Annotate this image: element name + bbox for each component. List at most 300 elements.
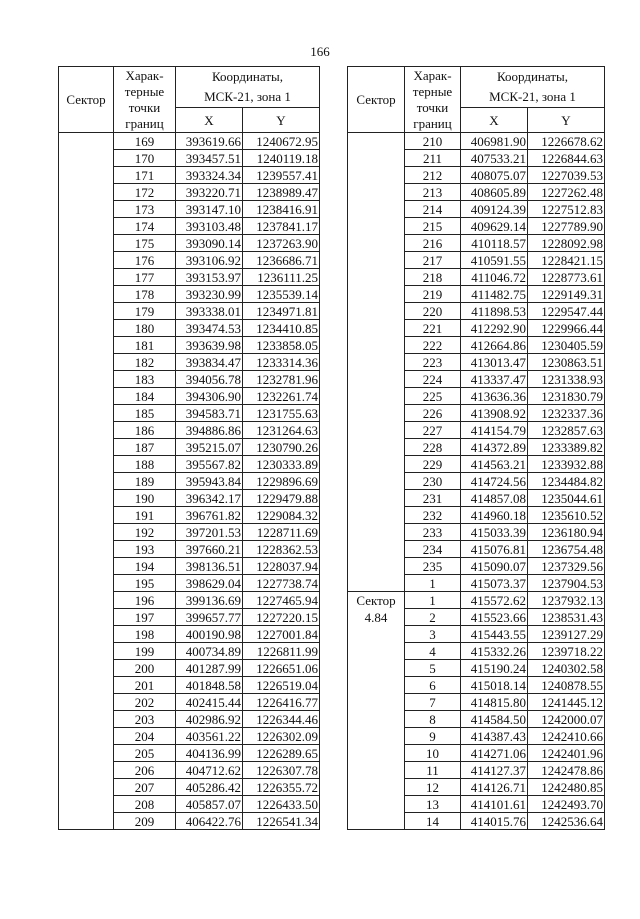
y-cell: 1227262.48 (528, 184, 605, 201)
y-cell: 1240119.18 (243, 150, 320, 167)
x-cell: 399136.69 (176, 592, 243, 609)
y-cell: 1226302.09 (243, 728, 320, 745)
x-cell: 415073.37 (461, 575, 528, 592)
point-cell: 188 (114, 456, 176, 473)
table-row (59, 541, 320, 558)
table-row (348, 745, 605, 762)
point-cell: 1 (405, 575, 461, 592)
x-cell: 395567.82 (176, 456, 243, 473)
point-cell: 215 (405, 218, 461, 235)
x-cell: 415076.81 (461, 541, 528, 558)
table-row (348, 507, 605, 524)
x-cell: 395943.84 (176, 473, 243, 490)
y-cell: 1227738.74 (243, 575, 320, 592)
table-row (59, 133, 320, 150)
header-x: X (461, 108, 528, 133)
x-cell: 393106.92 (176, 252, 243, 269)
header-coordinates: Координаты, МСК-21, зона 1 (176, 67, 320, 108)
x-cell: 398136.51 (176, 558, 243, 575)
header-sector: Сектор (348, 67, 405, 133)
x-cell: 393230.99 (176, 286, 243, 303)
x-cell: 415190.24 (461, 660, 528, 677)
table-row (348, 592, 605, 609)
point-cell: 211 (405, 150, 461, 167)
x-cell: 415332.26 (461, 643, 528, 660)
y-cell: 1235610.52 (528, 507, 605, 524)
x-cell: 414015.76 (461, 813, 528, 830)
point-cell: 171 (114, 167, 176, 184)
table-row (348, 320, 605, 337)
point-cell: 221 (405, 320, 461, 337)
x-cell: 415572.62 (461, 592, 528, 609)
sector-cell (59, 762, 114, 779)
point-cell: 207 (114, 779, 176, 796)
y-cell: 1230405.59 (528, 337, 605, 354)
table-row (59, 456, 320, 473)
y-cell: 1228773.61 (528, 269, 605, 286)
point-cell: 177 (114, 269, 176, 286)
y-cell: 1242478.86 (528, 762, 605, 779)
y-cell: 1232337.36 (528, 405, 605, 422)
sector-cell (59, 779, 114, 796)
point-cell: 13 (405, 796, 461, 813)
table-row (59, 303, 320, 320)
sector-cell (348, 439, 405, 456)
x-cell: 414271.06 (461, 745, 528, 762)
y-cell: 1227220.15 (243, 609, 320, 626)
point-cell: 205 (114, 745, 176, 762)
x-cell: 393639.98 (176, 337, 243, 354)
point-cell: 225 (405, 388, 461, 405)
x-cell: 398629.04 (176, 575, 243, 592)
y-cell: 1228421.15 (528, 252, 605, 269)
sector-cell (59, 813, 114, 830)
y-cell: 1229896.69 (243, 473, 320, 490)
sector-cell (59, 286, 114, 303)
y-cell: 1242000.07 (528, 711, 605, 728)
y-cell: 1226541.34 (243, 813, 320, 830)
point-cell: 179 (114, 303, 176, 320)
sector-cell (348, 337, 405, 354)
x-cell: 400190.98 (176, 626, 243, 643)
sector-cell (348, 762, 405, 779)
table-row (348, 558, 605, 575)
point-cell: 183 (114, 371, 176, 388)
x-cell: 402986.92 (176, 711, 243, 728)
x-cell: 406422.76 (176, 813, 243, 830)
point-cell: 9 (405, 728, 461, 745)
sector-cell (348, 286, 405, 303)
y-cell: 1235539.14 (243, 286, 320, 303)
point-cell: 173 (114, 201, 176, 218)
y-cell: 1240672.95 (243, 133, 320, 150)
page-number: 166 (310, 44, 330, 59)
sector-cell (59, 575, 114, 592)
y-cell: 1229966.44 (528, 320, 605, 337)
point-cell: 208 (114, 796, 176, 813)
sector-cell (59, 643, 114, 660)
table-row (348, 456, 605, 473)
sector-cell (59, 456, 114, 473)
table-row (348, 779, 605, 796)
x-cell: 403561.22 (176, 728, 243, 745)
table-row (59, 150, 320, 167)
y-cell: 1226416.77 (243, 694, 320, 711)
x-cell: 393103.48 (176, 218, 243, 235)
table-row (348, 677, 605, 694)
sector-cell (348, 150, 405, 167)
sector-cell (59, 201, 114, 218)
x-cell: 393457.51 (176, 150, 243, 167)
y-cell: 1229084.32 (243, 507, 320, 524)
x-cell: 393834.47 (176, 354, 243, 371)
y-cell: 1237329.56 (528, 558, 605, 575)
table-row (348, 133, 605, 150)
table-row (348, 694, 605, 711)
x-cell: 393220.71 (176, 184, 243, 201)
table-row (59, 337, 320, 354)
y-cell: 1231264.63 (243, 422, 320, 439)
y-cell: 1232781.96 (243, 371, 320, 388)
y-cell: 1228037.94 (243, 558, 320, 575)
sector-cell (348, 524, 405, 541)
x-cell: 413908.92 (461, 405, 528, 422)
sector-cell (59, 235, 114, 252)
point-cell: 234 (405, 541, 461, 558)
table-row (59, 490, 320, 507)
point-cell: 192 (114, 524, 176, 541)
point-cell: 8 (405, 711, 461, 728)
sector-cell (348, 320, 405, 337)
y-cell: 1237904.53 (528, 575, 605, 592)
sector-cell (59, 541, 114, 558)
table-row (348, 218, 605, 235)
point-cell: 198 (114, 626, 176, 643)
table-row (348, 201, 605, 218)
sector-cell (348, 694, 405, 711)
sector-cell (348, 303, 405, 320)
sector-cell (59, 473, 114, 490)
sector-cell (348, 711, 405, 728)
table-row (348, 252, 605, 269)
table-row (348, 303, 605, 320)
sector-cell (59, 490, 114, 507)
sector-cell (59, 745, 114, 762)
x-cell: 409629.14 (461, 218, 528, 235)
x-cell: 409124.39 (461, 201, 528, 218)
sector-cell (348, 354, 405, 371)
table-row (348, 269, 605, 286)
x-cell: 414563.21 (461, 456, 528, 473)
point-cell: 6 (405, 677, 461, 694)
y-cell: 1236111.25 (243, 269, 320, 286)
point-cell: 5 (405, 660, 461, 677)
x-cell: 399657.77 (176, 609, 243, 626)
point-cell: 4 (405, 643, 461, 660)
y-cell: 1242536.64 (528, 813, 605, 830)
point-cell: 222 (405, 337, 461, 354)
y-cell: 1230790.26 (243, 439, 320, 456)
table-row (59, 626, 320, 643)
point-cell: 185 (114, 405, 176, 422)
table-row (59, 167, 320, 184)
sector-cell (59, 303, 114, 320)
sector-cell (59, 184, 114, 201)
y-cell: 1239127.29 (528, 626, 605, 643)
y-cell: 1226307.78 (243, 762, 320, 779)
table-row (59, 558, 320, 575)
sector-cell (348, 184, 405, 201)
y-cell: 1231755.63 (243, 405, 320, 422)
sector-cell (59, 439, 114, 456)
point-cell: 178 (114, 286, 176, 303)
sector-cell (59, 524, 114, 541)
y-cell: 1229547.44 (528, 303, 605, 320)
x-cell: 396342.17 (176, 490, 243, 507)
sector-cell (348, 745, 405, 762)
point-cell: 212 (405, 167, 461, 184)
sector-cell (348, 643, 405, 660)
y-cell: 1237932.13 (528, 592, 605, 609)
x-cell: 397201.53 (176, 524, 243, 541)
x-cell: 404136.99 (176, 745, 243, 762)
x-cell: 394886.86 (176, 422, 243, 439)
x-cell: 408605.89 (461, 184, 528, 201)
table-row (59, 218, 320, 235)
x-cell: 394583.71 (176, 405, 243, 422)
point-cell: 227 (405, 422, 461, 439)
x-cell: 408075.07 (461, 167, 528, 184)
table-row (59, 507, 320, 524)
table-row (59, 473, 320, 490)
x-cell: 393324.34 (176, 167, 243, 184)
table-row (59, 354, 320, 371)
sector-cell (59, 626, 114, 643)
x-cell: 393474.53 (176, 320, 243, 337)
sector-cell (59, 218, 114, 235)
point-cell: 224 (405, 371, 461, 388)
sector-cell (348, 456, 405, 473)
table-row (348, 371, 605, 388)
table-row (59, 728, 320, 745)
point-cell: 213 (405, 184, 461, 201)
x-cell: 400734.89 (176, 643, 243, 660)
point-cell: 7 (405, 694, 461, 711)
y-cell: 1237263.90 (243, 235, 320, 252)
x-cell: 414960.18 (461, 507, 528, 524)
y-cell: 1233314.36 (243, 354, 320, 371)
coordinates-table-left (58, 66, 320, 830)
table-row (59, 592, 320, 609)
table-row (348, 643, 605, 660)
sector-cell (348, 575, 405, 592)
table-row (59, 779, 320, 796)
point-cell: 220 (405, 303, 461, 320)
point-cell: 209 (114, 813, 176, 830)
x-cell: 397660.21 (176, 541, 243, 558)
sector-cell (348, 813, 405, 830)
y-cell: 1233858.05 (243, 337, 320, 354)
header-sector: Сектор (59, 67, 114, 133)
y-cell: 1226811.99 (243, 643, 320, 660)
x-cell: 414127.37 (461, 762, 528, 779)
table-row (348, 575, 605, 592)
sector-cell (348, 201, 405, 218)
sector-cell (348, 592, 405, 625)
x-cell: 413337.47 (461, 371, 528, 388)
y-cell: 1226519.04 (243, 677, 320, 694)
sector-cell (348, 235, 405, 252)
point-cell: 181 (114, 337, 176, 354)
table-row (59, 813, 320, 830)
x-cell: 404712.62 (176, 762, 243, 779)
y-cell: 1238989.47 (243, 184, 320, 201)
y-cell: 1242410.66 (528, 728, 605, 745)
table-row (59, 745, 320, 762)
sector-cell (348, 167, 405, 184)
point-cell: 174 (114, 218, 176, 235)
point-cell: 175 (114, 235, 176, 252)
table-row (59, 422, 320, 439)
table-row (59, 320, 320, 337)
table-row (348, 728, 605, 745)
y-cell: 1240302.58 (528, 660, 605, 677)
x-cell: 406981.90 (461, 133, 528, 150)
table-row (348, 796, 605, 813)
y-cell: 1227465.94 (243, 592, 320, 609)
x-cell: 396761.82 (176, 507, 243, 524)
y-cell: 1234484.82 (528, 473, 605, 490)
x-cell: 415090.07 (461, 558, 528, 575)
y-cell: 1240878.55 (528, 677, 605, 694)
table-row (59, 235, 320, 252)
x-cell: 414101.61 (461, 796, 528, 813)
x-cell: 414154.79 (461, 422, 528, 439)
point-cell: 170 (114, 150, 176, 167)
y-cell: 1226289.65 (243, 745, 320, 762)
point-cell: 219 (405, 286, 461, 303)
table-row (348, 439, 605, 456)
point-cell: 193 (114, 541, 176, 558)
y-cell: 1234971.81 (243, 303, 320, 320)
point-cell: 231 (405, 490, 461, 507)
x-cell: 407533.21 (461, 150, 528, 167)
point-cell: 10 (405, 745, 461, 762)
y-cell: 1226355.72 (243, 779, 320, 796)
header-coordinates: Координаты, МСК-21, зона 1 (461, 67, 605, 108)
x-cell: 411046.72 (461, 269, 528, 286)
sector-cell (348, 422, 405, 439)
sector-cell (348, 660, 405, 677)
table-row (348, 167, 605, 184)
table-row (59, 439, 320, 456)
y-cell: 1228362.53 (243, 541, 320, 558)
sector-cell (348, 388, 405, 405)
sector-cell (59, 796, 114, 813)
y-cell: 1232261.74 (243, 388, 320, 405)
y-cell: 1226344.46 (243, 711, 320, 728)
table-row (348, 388, 605, 405)
point-cell: 195 (114, 575, 176, 592)
y-cell: 1228711.69 (243, 524, 320, 541)
sector-cell (348, 218, 405, 235)
sector-cell (348, 507, 405, 524)
sector-cell (59, 388, 114, 405)
sector-cell (348, 796, 405, 813)
sector-cell (59, 371, 114, 388)
table-row (59, 388, 320, 405)
table-row (59, 371, 320, 388)
x-cell: 393090.14 (176, 235, 243, 252)
table-row (348, 184, 605, 201)
sector-cell (59, 728, 114, 745)
point-cell: 203 (114, 711, 176, 728)
y-cell: 1230863.51 (528, 354, 605, 371)
y-cell: 1237841.17 (243, 218, 320, 235)
y-cell: 1231338.93 (528, 371, 605, 388)
table-row (348, 150, 605, 167)
point-cell: 229 (405, 456, 461, 473)
table-row (59, 796, 320, 813)
sector-cell (348, 779, 405, 796)
point-cell: 232 (405, 507, 461, 524)
sector-cell (348, 133, 405, 150)
point-cell: 2 (405, 609, 461, 626)
y-cell: 1236180.94 (528, 524, 605, 541)
x-cell: 405286.42 (176, 779, 243, 796)
y-cell: 1242480.85 (528, 779, 605, 796)
x-cell: 415523.66 (461, 609, 528, 626)
sector-cell (348, 371, 405, 388)
table-row (348, 286, 605, 303)
y-cell: 1228092.98 (528, 235, 605, 252)
point-cell: 176 (114, 252, 176, 269)
x-cell: 414372.89 (461, 439, 528, 456)
table-row (59, 524, 320, 541)
point-cell: 182 (114, 354, 176, 371)
point-cell: 187 (114, 439, 176, 456)
point-cell: 217 (405, 252, 461, 269)
x-cell: 393619.66 (176, 133, 243, 150)
x-cell: 411482.75 (461, 286, 528, 303)
y-cell: 1236754.48 (528, 541, 605, 558)
x-cell: 415033.39 (461, 524, 528, 541)
table-row (348, 711, 605, 728)
sector-cell (348, 626, 405, 643)
point-cell: 189 (114, 473, 176, 490)
sector-cell (348, 405, 405, 422)
x-cell: 393153.97 (176, 269, 243, 286)
sector-label: Сектор 4.84 (356, 593, 396, 625)
x-cell: 393147.10 (176, 201, 243, 218)
table-row (59, 711, 320, 728)
x-cell: 415443.55 (461, 626, 528, 643)
sector-cell (348, 541, 405, 558)
header-y: Y (243, 108, 320, 133)
table-row (348, 354, 605, 371)
table-row (348, 524, 605, 541)
table-row (348, 473, 605, 490)
table-row (348, 422, 605, 439)
y-cell: 1241445.12 (528, 694, 605, 711)
table-row (59, 252, 320, 269)
table-row (348, 337, 605, 354)
point-cell: 214 (405, 201, 461, 218)
point-cell: 223 (405, 354, 461, 371)
point-cell: 230 (405, 473, 461, 490)
header-points: Харак- терные точки границ (405, 67, 461, 133)
sector-cell (59, 337, 114, 354)
